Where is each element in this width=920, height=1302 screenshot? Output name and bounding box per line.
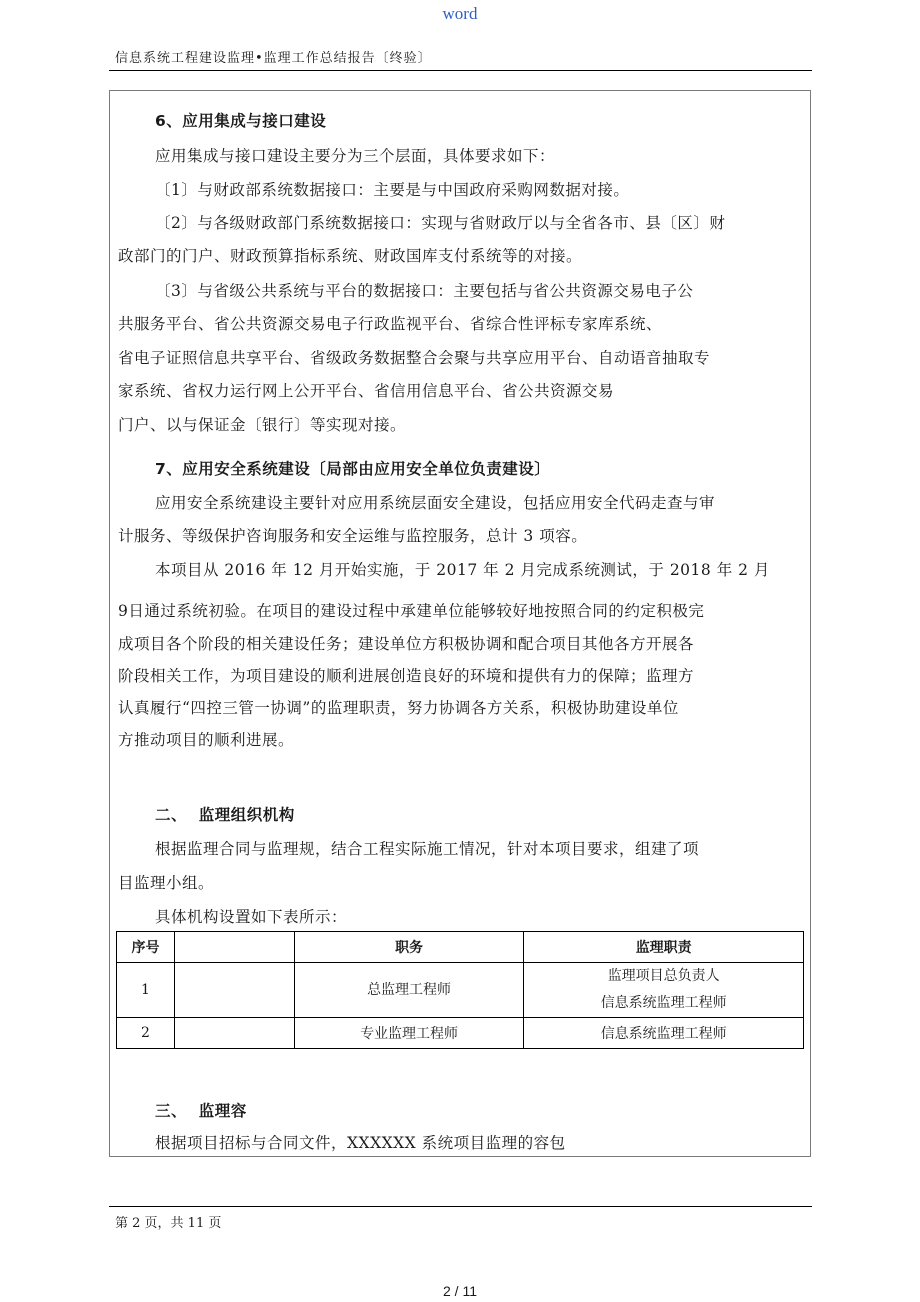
footer-divider — [109, 1206, 812, 1207]
cell-name — [174, 1018, 294, 1049]
table-row — [117, 1018, 804, 1049]
document-header-title: 信息系统工程建设监理•监理工作总结报告〔终验〕 — [115, 51, 432, 66]
section7-line: 本项目从 2016 年 12 月开始实施，于 2017 年 2 月完成系统测试，于 2018 年 2 月 — [155, 561, 770, 579]
cell-duty — [524, 963, 804, 1018]
duty-line: 监理项目总负责人 — [607, 968, 720, 984]
header-duty: 监理职责 — [524, 932, 804, 963]
org-structure-table — [116, 931, 804, 1049]
org-section-line: 目监理小组。 — [118, 874, 215, 892]
section6-line: 省电子证照信息共享平台、省级政务数据整合会聚与共享应用平台、自动语音抽取专 — [118, 349, 711, 367]
table-header-row — [117, 932, 804, 963]
section7-line: 方推动项目的顺利进展。 — [118, 731, 295, 749]
cell-no: 1 — [117, 963, 175, 1018]
section7-heading: 7、应用安全系统建设〔局部由应用安全单位负责建设〕 — [155, 460, 551, 478]
org-section-line: 根据监理合同与监理规，结合工程实际施工情况，针对本项目要求，组建了项 — [155, 840, 700, 858]
section6-heading: 6、应用集成与接口建设 — [155, 112, 327, 130]
section7-line: 9日通过系统初验。在项目的建设过程中承建单位能够较好地按照合同的约定积极完 — [118, 602, 705, 620]
viewer-page-number: 2 / 11 — [443, 1283, 477, 1299]
section7-line: 成项目各个阶段的相关建设任务；建设单位方积极协调和配合项目其他各方开展各 — [118, 635, 695, 653]
header-role: 职务 — [294, 932, 524, 963]
content-section-heading: 三、 监理容 — [155, 1102, 247, 1120]
header-divider — [109, 70, 812, 71]
duty-line: 信息系统监理工程师 — [600, 995, 727, 1011]
cell-no: 2 — [117, 1018, 175, 1049]
org-section-line: 具体机构设置如下表所示： — [155, 908, 348, 926]
org-section-heading: 二、 监理组织机构 — [155, 806, 295, 824]
section7-line: 应用安全系统建设主要针对应用系统层面安全建设，包括应用安全代码走查与审 — [155, 494, 716, 512]
section6-line: 〔1〕与财政部系统数据接口：主要是与中国政府采购网数据对接。 — [155, 181, 630, 199]
section6-line: 政部门的门户、财政预算指标系统、财政国库支付系统等的对接。 — [118, 247, 583, 265]
header-name — [174, 932, 294, 963]
section7-line: 计服务、等级保护咨询服务和安全运维与监控服务，总计 3 项容。 — [118, 527, 588, 545]
section6-line: 应用集成与接口建设主要分为三个层面，具体要求如下： — [155, 147, 556, 165]
footer-page-info: 第 2 页，共 11 页 — [115, 1216, 222, 1231]
section6-line: 门户、以与保证金〔银行〕等实现对接。 — [118, 416, 407, 434]
table-row — [117, 963, 804, 1018]
header-no: 序号 — [117, 932, 175, 963]
section6-line: 家系统、省权力运行网上公开平台、省信用信息平台、省公共资源交易 — [118, 382, 615, 400]
content-section-line: 根据项目招标与合同文件，XXXXXX 系统项目监理的容包 — [155, 1134, 566, 1152]
section6-line: 〔3〕与省级公共系统与平台的数据接口：主要包括与省公共资源交易电子公 — [155, 282, 694, 300]
cell-role: 专业监理工程师 — [294, 1018, 524, 1049]
section7-line: 阶段相关工作，为项目建设的顺利进展创造良好的环境和提供有力的保障；监理方 — [118, 667, 695, 685]
cell-role: 总监理工程师 — [294, 963, 524, 1018]
section7-line: 认真履行“四控三管一协调”的监理职责，努力协调各方关系，积极协助建设单位 — [118, 699, 679, 717]
cell-duty: 信息系统监理工程师 — [524, 1018, 804, 1049]
cell-name — [174, 963, 294, 1018]
section6-line: 〔2〕与各级财政部门系统数据接口：实现与省财政厅以与全省各市、县〔区〕财 — [155, 214, 726, 232]
word-link[interactable]: word — [442, 4, 478, 23]
section6-line: 共服务平台、省公共资源交易电子行政监视平台、省综合性评标专家库系统、 — [118, 315, 663, 333]
